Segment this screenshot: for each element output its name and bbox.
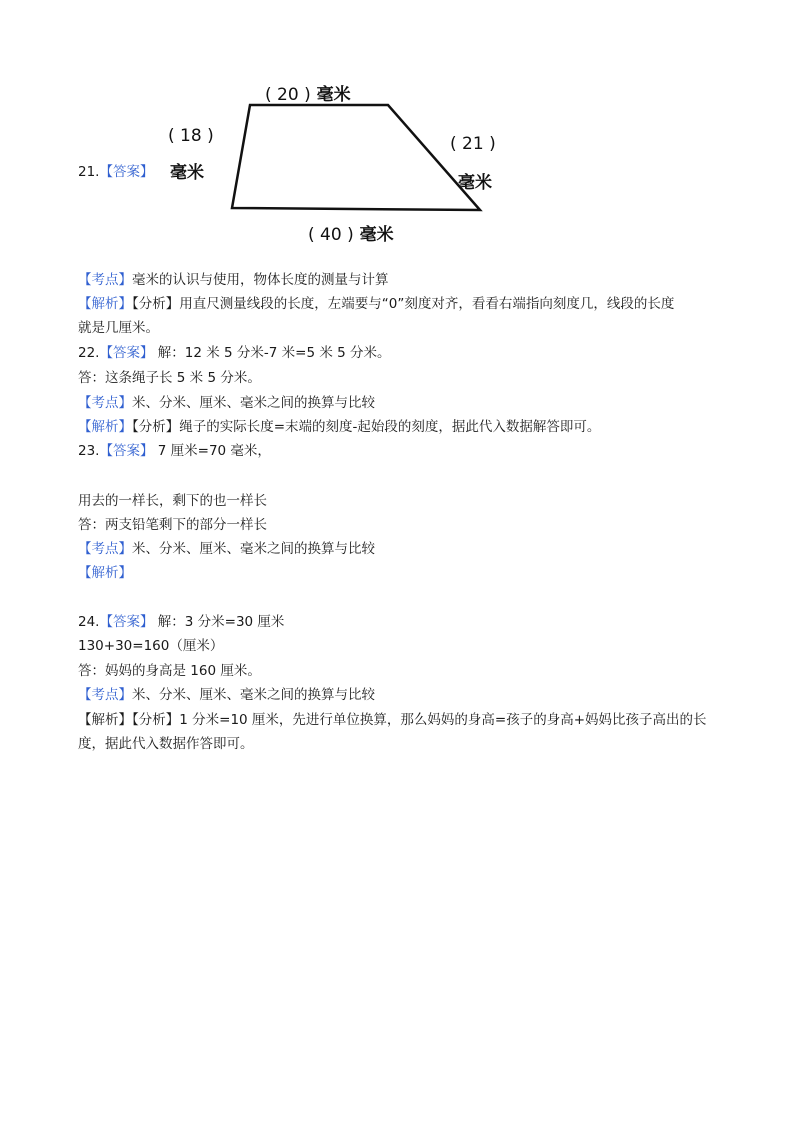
q24-answer-line: 24.【答案】 解：3 分米=30 厘米	[78, 614, 285, 630]
trapezoid-figure	[160, 70, 520, 260]
q23-answer-line: 23.【答案】 7 厘米=70 毫米，	[78, 443, 271, 459]
q21-answer-tag: 【答案】	[99, 164, 154, 180]
q21-kaodian: 【考点】毫米的认识与使用，物体长度的测量与计算	[78, 272, 389, 288]
trapezoid-shape	[232, 105, 480, 210]
q24-jiexi-cont: 度，据此代入数据作答即可。	[78, 736, 254, 752]
left-side-value: ( 18 )	[168, 126, 214, 146]
top-side-label: ( 20 ) 毫米	[265, 85, 351, 105]
q24-jiexi: 【解析】【分析】1 分米=10 厘米，先进行单位换算，那么妈妈的身高=孩子的身高+妈妈比孩子高出的长	[78, 712, 707, 728]
q23-line2: 用去的一样长，剩下的也一样长	[78, 493, 267, 509]
q21-number: 21.	[78, 164, 100, 180]
q21-jiexi: 【解析】【分析】用直尺测量线段的长度，左端要与“0”刻度对齐，看看右端指向刻度几，线段的长度	[78, 296, 675, 312]
q24-kaodian: 【考点】米、分米、厘米、毫米之间的换算与比较	[78, 687, 375, 703]
q22-kaodian: 【考点】米、分米、厘米、毫米之间的换算与比较	[78, 395, 375, 411]
q23-reply: 答：两支铅笔剩下的部分一样长	[78, 517, 267, 533]
q24-reply: 答：妈妈的身高是 160 厘米。	[78, 663, 261, 679]
bottom-side-label: ( 40 ) 毫米	[308, 225, 394, 245]
q21-answer-line	[78, 160, 153, 184]
q24-line2: 130+30=160（厘米）	[78, 638, 224, 654]
q22-answer-line: 22.【答案】 解：12 米 5 分米-7 米=5 米 5 分米。	[78, 345, 391, 361]
q22-jiexi: 【解析】【分析】绳子的实际长度=末端的刻度-起始段的刻度，据此代入数据解答即可。	[78, 419, 601, 435]
right-side-unit: 毫米	[458, 173, 492, 193]
left-side-unit: 毫米	[170, 163, 204, 183]
q22-reply: 答：这条绳子长 5 米 5 分米。	[78, 370, 261, 386]
q21-jiexi-cont: 就是几厘米。	[78, 320, 159, 336]
q23-kaodian: 【考点】米、分米、厘米、毫米之间的换算与比较	[78, 541, 375, 557]
right-side-value: ( 21 )	[450, 134, 496, 154]
q23-jiexi: 【解析】	[78, 565, 132, 581]
